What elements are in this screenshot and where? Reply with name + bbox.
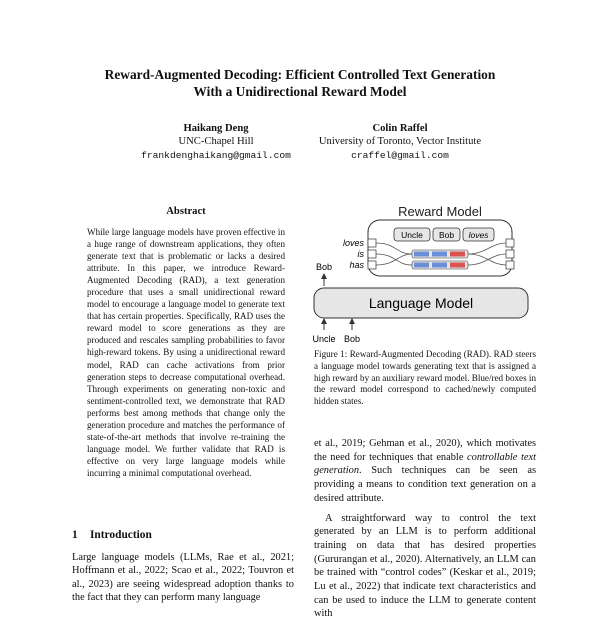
side-box bbox=[506, 250, 514, 258]
reward-token: loves bbox=[468, 230, 489, 240]
input-token: Uncle bbox=[312, 334, 336, 344]
side-box bbox=[506, 261, 514, 269]
output-token: Bob bbox=[315, 262, 333, 272]
caption-label: Figure 1: bbox=[314, 349, 348, 359]
author-name: Colin Raffel bbox=[372, 123, 428, 134]
emphasis: controllable text generation bbox=[314, 451, 536, 477]
intro-paragraph: Large language models (LLMs, Rae et al., 2021; Hoffmann et al., 2022; Scao et al., 2022; Touvron et al., 2023) are seeing widespread adoption thanks to the fact that they can perform many language bbox=[72, 552, 294, 604]
figure-1-diagram bbox=[306, 198, 546, 346]
paragraph: A straightforward way to control the text generated by an LLM is to perform additional training on data that has desired properties (Gururangan et al., 2020). Alternatively, an LLM can be trained with “control codes” (Keskar et al., 2019; Lu et al., 2022) that indicate text characteristics and can be used to induce the LLM to generate content with bbox=[314, 512, 536, 620]
new-state bbox=[450, 263, 465, 268]
candidate-word: is bbox=[357, 249, 364, 259]
side-box bbox=[368, 261, 376, 269]
section-heading bbox=[72, 529, 152, 541]
cached-state bbox=[432, 252, 447, 257]
text-run: . Such techniques can be seen as providing a means to condition text generation on a desired attribute. bbox=[314, 465, 536, 504]
author-name: Haikang Deng bbox=[183, 123, 249, 134]
author-email: craffel@gmail.com bbox=[351, 149, 449, 161]
reward-token: Uncle bbox=[401, 230, 423, 240]
side-box bbox=[368, 250, 376, 258]
right-column-text bbox=[314, 437, 536, 621]
caption-text: Reward-Augmented Decoding (RAD). RAD steers a language model towards generating text that is assigned a high reward by an auxiliary reward model. Blue/red boxes in the reward model correspond to cached/newly computed hidden states. bbox=[314, 349, 537, 407]
candidate-word: has bbox=[349, 260, 364, 270]
cached-state bbox=[414, 263, 429, 268]
side-box bbox=[368, 239, 376, 247]
section-number: 1 bbox=[72, 529, 78, 541]
author-affiliation: UNC-Chapel Hill bbox=[178, 136, 254, 148]
section-title: Introduction bbox=[90, 529, 152, 541]
paper-title bbox=[0, 66, 600, 100]
author-1 bbox=[116, 122, 316, 162]
cached-state bbox=[432, 263, 447, 268]
author-email: frankdenghaikang@gmail.com bbox=[141, 149, 291, 161]
title-line-1: Reward-Augmented Decoding: Efficient Controlled Text Generation bbox=[104, 67, 496, 82]
title-line-2: With a Unidirectional Reward Model bbox=[193, 84, 407, 99]
cached-state bbox=[414, 252, 429, 257]
language-model-label: Language Model bbox=[368, 295, 474, 311]
author-2 bbox=[300, 122, 500, 162]
abstract-heading: Abstract bbox=[166, 206, 206, 217]
reward-token: Bob bbox=[438, 230, 455, 240]
figure-caption bbox=[314, 349, 536, 408]
input-token: Bob bbox=[343, 334, 361, 344]
paragraph bbox=[314, 437, 536, 506]
candidate-word: loves bbox=[342, 238, 364, 248]
reward-model-label: Reward Model bbox=[398, 204, 482, 219]
abstract-text: While large language models have proven effective in a huge range of downstream applications, they often generate text that is problematic or lacks a desired attribute. In this paper, we introduce Reward-Augmented Decoding (RAD), a text generation procedure that uses a small unidirectional reward model to encourage a language model to generate text that has certain properties. Specifically, RAD uses the reward model to score generations as they are produced and rescales sampling probabilities to favor high-reward tokens. By using a unidirectional reward model, RAD can cache activations from prior generation steps to decrease computational overhead. Through experiments on generating non-toxic and sentiment-controlled text, we demonstrate that RAD performs best among methods that change only the generation procedure and matches the performance of state-of-the-art methods that involve re-training the language model. We further validate that RAD is effective on very large language models while incurring a minimal computational overhead. bbox=[87, 227, 285, 478]
text-run: et al., 2019; Gehman et al., 2020), which motivates the need for techniques that enable bbox=[314, 438, 536, 463]
author-affiliation: University of Toronto, Vector Institute bbox=[318, 136, 482, 148]
side-box bbox=[506, 239, 514, 247]
new-state bbox=[450, 252, 465, 257]
